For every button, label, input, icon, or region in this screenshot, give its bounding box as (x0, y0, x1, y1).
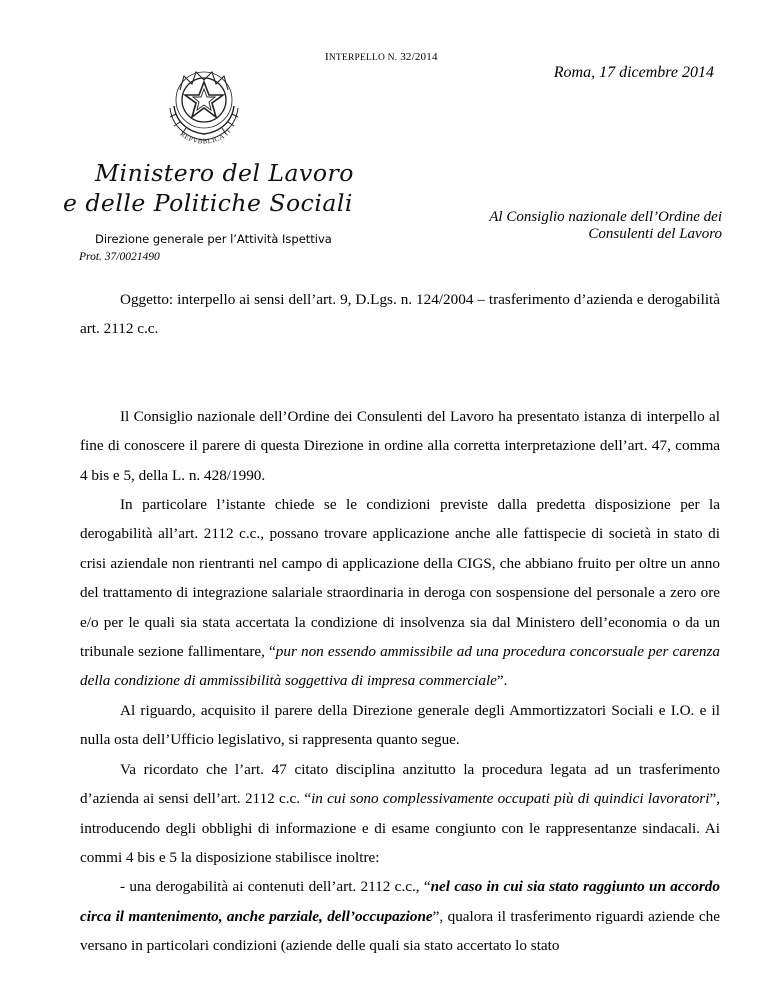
quote-italic: pur non essendo ammissibile ad una procedura concorsuale per carenza della condizione di ammissibilità soggettiva di impresa commerciale (80, 643, 720, 690)
addressee-line-1: Al Consiglio nazionale dell’Ordine dei (489, 209, 722, 225)
direzione-label: Direzione generale per l’Attività Ispettiva (95, 232, 332, 246)
letter-body (80, 285, 720, 961)
protocol-number: Prot. 37/0021490 (79, 251, 160, 263)
paragraph-4: Va ricordato che l’art. 47 citato disciplina anzitutto la procedura legata ad un trasferimento d’azienda ai sensi dell’art. 2112 c.c. “in cui sono complessivamente occupati più di quindici lavoratori”, introducendo degli obblighi di informazione e di esame congiunto con le rappresentanze sindacali. Ai commi 4 bis e 5 la disposizione stabilisce inoltre: (80, 760, 720, 866)
quote-bold-italic: nel caso in cui sia stato raggiunto un accordo circa il mantenimento, anche parziale, dell’occupazione (80, 878, 720, 925)
paragraph-1: Il Consiglio nazionale dell’Ordine dei Consulenti del Lavoro ha presentato istanza di interpello al fine di conoscere il parere di questa Direzione in ordine alla corretta interpretazione dell’art. 47, comma 4 bis e 5, della L. n. 428/1990. (80, 407, 720, 484)
paragraph-3: Al riguardo, acquisito il parere della Direzione generale degli Ammortizzatori Sociali e I.O. e il nulla osta dell’Ufficio legislativo, si rappresenta quanto segue. (80, 701, 720, 749)
republic-emblem-icon (162, 62, 246, 152)
paragraph-2: In particolare l’istante chiede se le condizioni previste dalla predetta disposizione per la derogabilità all’art. 2112 c.c., possano trovare applicazione anche alle fattispecie di società in stato di crisi aziendale non rientranti nel campo di applicazione della CIGS, che abbiano fruito per oltre un anno del trattamento di integrazione salariale straordinaria in deroga con sospensione del personale a zero ore e/o per le quali sia stata accertata la condizione di insolvenza sia dal Ministero dell’economia o da un tribunale sezione fallimentare, “pur non essendo ammissibile ad una procedura concorsuale per carenza della condizione di ammissibilità soggettiva di impresa commerciale”. (80, 496, 720, 690)
emblem-text: REPVBBLICA IT (178, 127, 233, 146)
paragraph-5: - una derogabilità ai contenuti dell’art. 2112 c.c., “nel caso in cui sia stato raggiunto un accordo circa il mantenimento, anche parziale, dell’occupazione”, qualora il trasferimento riguardi aziende che versano in particolari condizioni (aziende delle quali sia stato accertato lo stato (80, 878, 720, 955)
document-date: Roma, 17 dicembre 2014 (553, 64, 714, 81)
addressee (489, 209, 722, 243)
ministry-line-2: e delle Politiche Sociali (63, 189, 353, 217)
ministry-line-1: Ministero del Lavoro (95, 159, 354, 187)
quote-italic: in cui sono complessivamente occupati più di quindici lavoratori (311, 790, 710, 808)
addressee-line-2: Consulenti del Lavoro (588, 226, 722, 242)
interpello-number: INTERPELLO N. 32/2014 (325, 51, 438, 63)
subject-paragraph: Oggetto: interpello ai sensi dell’art. 9, D.Lgs. n. 124/2004 – trasferimento d’azienda e derogabilità art. 2112 c.c. (80, 291, 720, 338)
ministry-name (63, 158, 354, 218)
